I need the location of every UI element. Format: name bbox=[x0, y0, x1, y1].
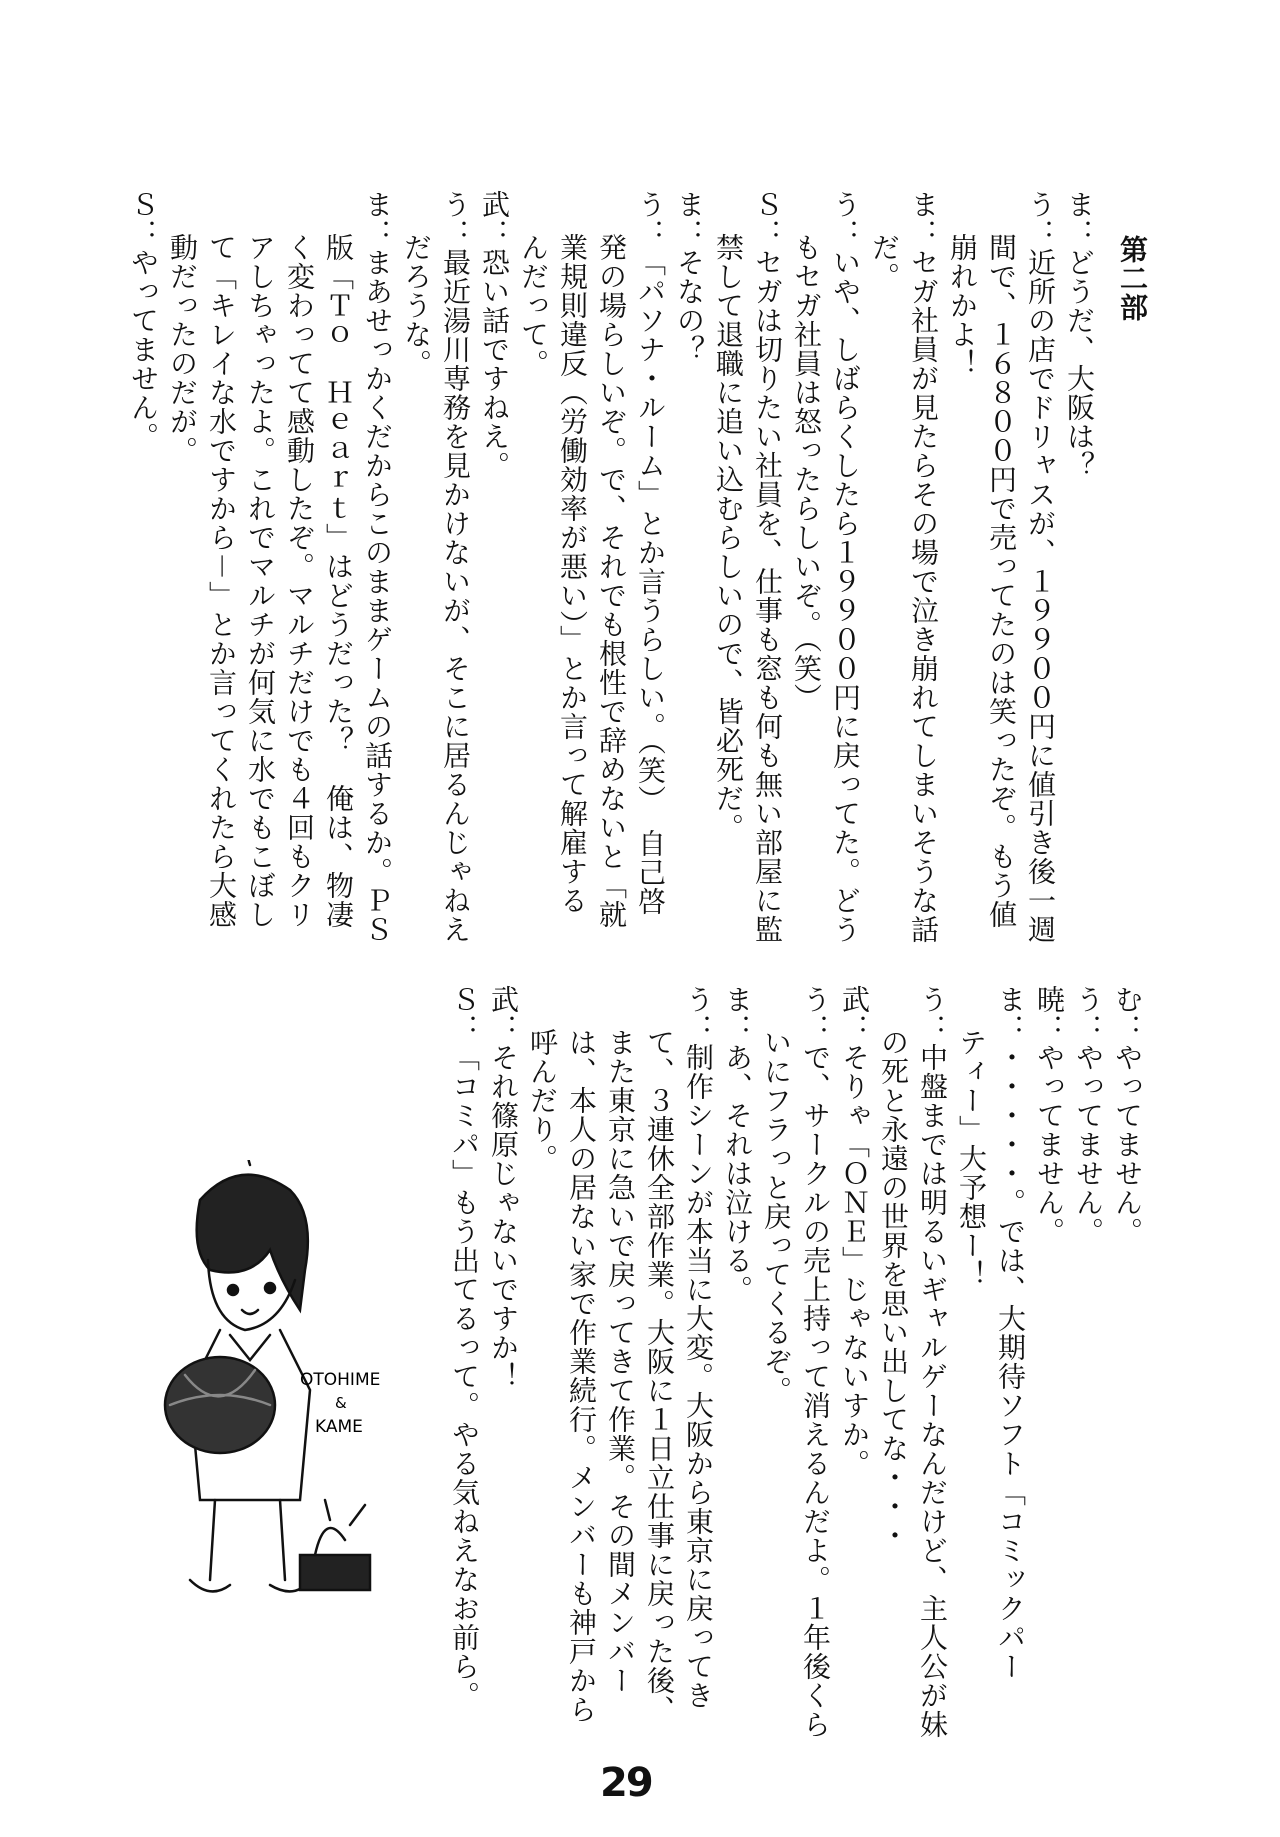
dialogue-text: それ篠原じゃないですか！ bbox=[487, 1043, 520, 1391]
speaker-separator: ： bbox=[361, 219, 394, 248]
speaker-separator: ： bbox=[682, 1014, 715, 1043]
speaker-separator: ： bbox=[1111, 1014, 1144, 1043]
dialogue-line bbox=[484, 985, 523, 1635]
dialogue-line bbox=[874, 985, 913, 1635]
speaker-label: う bbox=[1024, 190, 1057, 219]
speaker-separator: ： bbox=[634, 219, 667, 248]
dialogue-text: 版「Ｔｏ Ｈｅａｒｔ」はどうだった？ 俺は、物凄 bbox=[322, 233, 355, 930]
speaker-label: ま bbox=[907, 190, 940, 219]
dialogue-line bbox=[943, 190, 982, 890]
dialogue-line bbox=[163, 190, 202, 890]
speaker-separator: ： bbox=[127, 219, 160, 248]
speaker-label: ま bbox=[721, 985, 754, 1014]
illustration-girl-with-turtle bbox=[130, 1160, 400, 1630]
speaker-label: ま bbox=[1063, 190, 1096, 219]
dialogue-line bbox=[865, 190, 904, 890]
speaker-separator: ： bbox=[721, 1014, 754, 1043]
dialogue-text: そなの？ bbox=[673, 248, 706, 364]
speaker-separator: ： bbox=[439, 219, 472, 248]
top-dialogue-section bbox=[124, 190, 1152, 944]
speaker-label: ま bbox=[994, 985, 1027, 1014]
dialogue-text: セガ社員が見たらその場で泣き崩れてしまいそうな話 bbox=[907, 248, 940, 944]
speaker-label: う bbox=[634, 190, 667, 219]
dialogue-text: だ。 bbox=[868, 233, 901, 292]
dialogue-text: 禁して退職に追い込むらしいので、皆必死だ。 bbox=[712, 233, 745, 843]
dialogue-text: の死と永遠の世界を思い出してな・・・ bbox=[877, 1028, 910, 1551]
dialogue-text: まあせっかくだからこのままゲームの話するか。ＰＳ bbox=[361, 248, 394, 944]
bottom-dialogue-section bbox=[445, 985, 1147, 1739]
dialogue-text: は、本人の居ない家で作業続行。メンバーも神戸から bbox=[565, 1028, 598, 1725]
dialogue-text: いや、しばらくしたら１９９００円に戻ってた。どう bbox=[829, 248, 862, 944]
speaker-label: う bbox=[682, 985, 715, 1014]
illustration-caption-otohime: OTOHIME bbox=[300, 1370, 381, 1390]
speaker-separator: ： bbox=[1024, 219, 1057, 248]
dialogue-text: 業規則違反（労働効率が悪い）」とか言って解雇する bbox=[556, 233, 589, 916]
dialogue-line bbox=[445, 985, 484, 1710]
dialogue-line bbox=[475, 190, 514, 890]
dialogue-text: て、３連休全部作業。大阪に１日立仕事に戻った後、 bbox=[643, 1028, 676, 1725]
dialogue-text: どうだ、大阪は？ bbox=[1063, 248, 1096, 480]
dialogue-text: だろうな。 bbox=[400, 233, 433, 379]
dialogue-text: セガは切りたい社員を、仕事も窓も何も無い部屋に監 bbox=[751, 248, 784, 944]
speaker-separator: ： bbox=[799, 1014, 832, 1043]
dialogue-line bbox=[1108, 985, 1147, 1635]
speaker-separator: ： bbox=[838, 1014, 871, 1043]
dialogue-line bbox=[523, 985, 562, 1635]
dialogue-text: んだって。 bbox=[517, 233, 550, 379]
speaker-label: む bbox=[1111, 985, 1144, 1014]
dialogue-line bbox=[1060, 190, 1099, 890]
speaker-label: Ｓ bbox=[751, 190, 784, 219]
dialogue-line bbox=[358, 190, 397, 944]
speaker-label: う bbox=[916, 985, 949, 1014]
speaker-label: Ｓ bbox=[448, 985, 481, 1014]
speaker-label: ま bbox=[673, 190, 706, 219]
dialogue-line bbox=[787, 190, 826, 890]
dialogue-line bbox=[319, 190, 358, 930]
speaker-separator: ： bbox=[751, 219, 784, 248]
speaker-separator: ： bbox=[478, 219, 511, 248]
speaker-label: ま bbox=[361, 190, 394, 219]
dialogue-text: 制作シーンが本当に大変。大阪から東京に戻ってき bbox=[682, 1043, 715, 1710]
dialogue-text: ティー」大予想ー！ bbox=[955, 1028, 988, 1290]
dialogue-line bbox=[241, 190, 280, 930]
speaker-separator: ： bbox=[907, 219, 940, 248]
illustration-caption-kame: KAME bbox=[315, 1417, 363, 1437]
dialogue-text: 発の場らしいぞ。で、それでも根性で辞めないと「就 bbox=[595, 233, 628, 930]
dialogue-line bbox=[640, 985, 679, 1725]
dialogue-line bbox=[631, 190, 670, 916]
dialogue-line bbox=[748, 190, 787, 944]
speaker-label: 武 bbox=[838, 985, 871, 1014]
dialogue-line bbox=[982, 190, 1021, 930]
dialogue-text: ・・・・・。では、大期待ソフト「コミックパー bbox=[994, 1043, 1027, 1681]
speaker-separator: ： bbox=[916, 1014, 949, 1043]
dialogue-text: 動だったのだが。 bbox=[166, 233, 199, 466]
dialogue-line bbox=[280, 190, 319, 930]
dialogue-line bbox=[952, 985, 991, 1635]
dialogue-text: 「パソナ・ルーム」とか言うらしい。（笑） 自己啓 bbox=[634, 248, 667, 916]
page-number: 29 bbox=[600, 1760, 652, 1806]
dialogue-line bbox=[679, 985, 718, 1710]
dialogue-text: やってません。 bbox=[1033, 1043, 1066, 1246]
speaker-label: 暁 bbox=[1033, 985, 1066, 1014]
dialogue-line bbox=[1021, 190, 1060, 944]
dialogue-text: もセガ社員は怒ったらしいぞ。（笑） bbox=[790, 233, 823, 713]
dialogue-text: 間で、１６８００円で売ってたのは笑ったぞ。もう値 bbox=[985, 233, 1018, 930]
speaker-separator: ： bbox=[829, 219, 862, 248]
dialogue-text: 呼んだり。 bbox=[526, 1028, 559, 1174]
dialogue-text: やってません。 bbox=[127, 248, 160, 451]
dialogue-text: て「キレイな水ですから－」とか言ってくれたら大感 bbox=[205, 233, 238, 930]
dialogue-text: やってません。 bbox=[1072, 1043, 1105, 1246]
dialogue-text: そりゃ「ＯＮＥ」じゃないすか。 bbox=[838, 1043, 871, 1478]
dialogue-text: 「コミパ」もう出てるって。やる気ねえなお前ら。 bbox=[448, 1043, 481, 1710]
dialogue-line bbox=[436, 190, 475, 944]
dialogue-line bbox=[202, 190, 241, 930]
dialogue-line bbox=[553, 190, 592, 916]
speaker-label: う bbox=[1072, 985, 1105, 1014]
dialogue-text: 中盤までは明るいギャルゲーなんだけど、主人公が妹 bbox=[916, 1043, 949, 1739]
dialogue-text: やってません。 bbox=[1111, 1043, 1144, 1246]
dialogue-text: あ、それは泣ける。 bbox=[721, 1043, 754, 1304]
dialogue-line bbox=[904, 190, 943, 944]
speaker-separator: ： bbox=[487, 1014, 520, 1043]
dialogue-line bbox=[718, 985, 757, 1635]
speaker-separator: ： bbox=[448, 1014, 481, 1043]
speaker-separator: ： bbox=[1072, 1014, 1105, 1043]
dialogue-line bbox=[709, 190, 748, 890]
dialogue-line bbox=[514, 190, 553, 890]
dialogue-line bbox=[1069, 985, 1108, 1635]
dialogue-line bbox=[592, 190, 631, 930]
speaker-separator: ： bbox=[1063, 219, 1096, 248]
dialogue-line bbox=[757, 985, 796, 1635]
dialogue-text: 最近湯川専務を見かけないが、そこに居るんじゃねえ bbox=[439, 248, 472, 944]
dialogue-text: アしちゃったよ。これでマルチが何気に水でもこぼし bbox=[244, 233, 277, 930]
dialogue-text: 恐い話ですねえ。 bbox=[478, 248, 511, 480]
speaker-label: 武 bbox=[478, 190, 511, 219]
dialogue-text: 近所の店でドリャスが、１９９００円に値引き後一週 bbox=[1024, 248, 1057, 944]
dialogue-line bbox=[991, 985, 1030, 1681]
dialogue-line bbox=[670, 190, 709, 890]
dialogue-text: いにフラっと戻ってくるぞ。 bbox=[760, 1028, 793, 1406]
dialogue-text: で、サークルの売上持って消えるんだよ。１年後くら bbox=[799, 1043, 832, 1739]
speaker-separator: ： bbox=[673, 219, 706, 248]
speaker-separator: ： bbox=[994, 1014, 1027, 1043]
dialogue-line bbox=[796, 985, 835, 1739]
dialogue-line bbox=[601, 985, 640, 1696]
speaker-label: う bbox=[799, 985, 832, 1014]
dialogue-text: 崩れかよ！ bbox=[946, 233, 979, 379]
dialogue-line bbox=[913, 985, 952, 1739]
dialogue-text: く変わってて感動したぞ。マルチだけでも４回もクリ bbox=[283, 233, 316, 930]
illustration-caption-ampersand: & bbox=[335, 1394, 347, 1412]
speaker-label: Ｓ bbox=[127, 190, 160, 219]
speaker-separator: ： bbox=[1033, 1014, 1066, 1043]
section-heading: 第二部 bbox=[1116, 234, 1149, 322]
speaker-label: う bbox=[829, 190, 862, 219]
dialogue-line bbox=[826, 190, 865, 944]
dialogue-line bbox=[562, 985, 601, 1725]
speaker-label: う bbox=[439, 190, 472, 219]
speaker-label: 武 bbox=[487, 985, 520, 1014]
dialogue-text: また東京に急いで戻ってきて作業。その間メンバー bbox=[604, 1028, 637, 1696]
dialogue-line bbox=[1030, 985, 1069, 1635]
dialogue-line bbox=[397, 190, 436, 890]
dialogue-line bbox=[124, 190, 163, 890]
dialogue-line bbox=[835, 985, 874, 1635]
